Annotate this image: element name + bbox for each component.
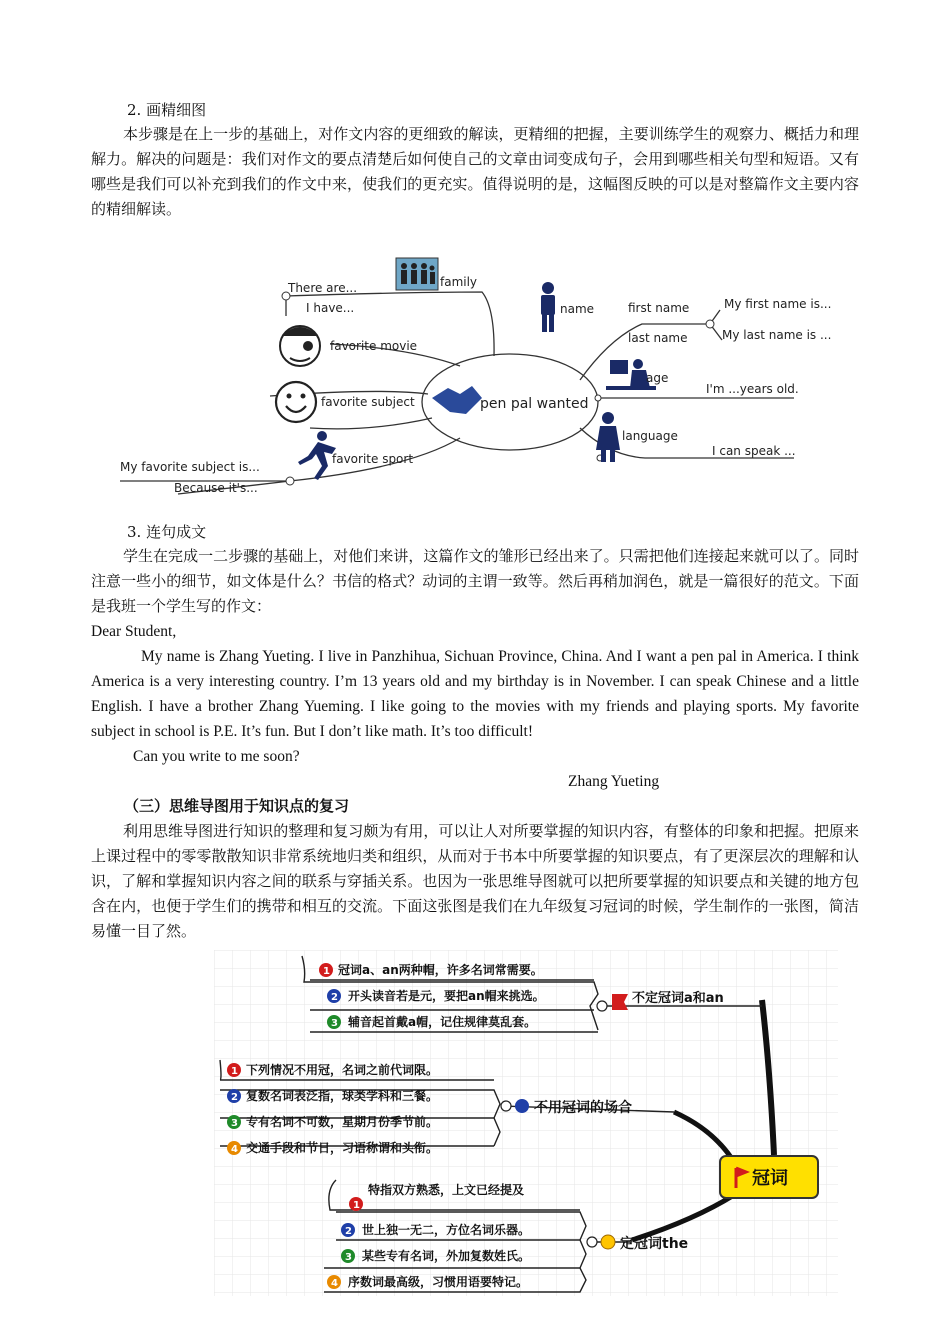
- definite-item-2: 世上独一无二，方位名词乐器。: [362, 1223, 531, 1237]
- indefinite-item-3: 辅音起首戴a帽，记住规律莫乱套。: [348, 1015, 537, 1029]
- article-mindmap: [214, 950, 838, 1296]
- svg-text:1: 1: [353, 1200, 360, 1211]
- svg-text:4: 4: [231, 1144, 238, 1155]
- my-first-name-label: My first name is...: [724, 297, 832, 311]
- first-name-label: first name: [628, 301, 690, 315]
- section-3-paragraph: 学生在完成一二步骤的基础上，对他们来讲，这篇作文的雏形已经出来了。只需把他们连接起来就可以了。同时注意一些小的细节，如文体是什么？书信的格式？动词的主谓一致等。然后再稍加润色，就是一篇很好的范文。下面是我班一个学生写的作文：: [91, 547, 859, 615]
- handshake-icon: [432, 386, 482, 414]
- letter-body: My name is Zhang Yueting. I live in Panzhihua, Sichuan Province, China. And I want a pen pal in America. I think America is a very interesting country. I’m 13 years old and my birthday is in November. I can speak Chinese and a little English. I have a brother Zhang Yueming. I like going to the movies with my friends and playing sports. My favorite subject in school is P.E. It’s fun. But I don’t like math. It’s too difficult!: [91, 648, 859, 740]
- no-article-item-4: 交通手段和节日，习语称谓和头衔。: [246, 1141, 439, 1155]
- smiley-icon: [601, 1235, 615, 1249]
- section-3-heading: 3. 连句成文: [127, 523, 207, 541]
- section-2-paragraph: 本步骤是在上一步的基础上，对作文内容的更细致的解读，更精细的把握，主要训练学生的观察力、概括力和理解力。解决的问题是：我们对作文的要点清楚后如何使自己的文章由词变成句子，会用到哪些相关句型和短语。又有哪些是我们可以补充到我们的作文中来，使我们的更充实。值得说明的是，这幅图反映的可以是对整篇作文主要内容的精细解读。: [91, 125, 859, 218]
- no-article-item-3: 专有名词不可数，星期月份季节前。: [246, 1115, 439, 1129]
- language-label: language: [622, 429, 678, 443]
- years-old-label: I'm ...years old.: [706, 382, 799, 396]
- definite-item-1: 特指双方熟悉，上文已经提及: [368, 1183, 525, 1197]
- svg-text:3: 3: [231, 1118, 238, 1129]
- definite-item-4: 序数词最高级，习惯用语要特记。: [348, 1275, 529, 1289]
- no-article-item-1: 下列情况不用冠，名词之前代词限。: [246, 1063, 439, 1077]
- svg-text:4: 4: [331, 1278, 338, 1289]
- runner-icon: [298, 431, 336, 480]
- svg-text:1: 1: [231, 1066, 238, 1077]
- there-are-label: There are...: [288, 281, 358, 295]
- indefinite-item-1: 冠词a、an两种帽，许多名词常需要。: [338, 963, 543, 977]
- i-can-speak-label: I can speak ...: [712, 444, 796, 458]
- svg-text:2: 2: [345, 1226, 352, 1237]
- definite-item-3: 某些专有名词，外加复数姓氏。: [362, 1249, 531, 1263]
- last-name-label: last name: [628, 331, 688, 345]
- indefinite-title: 不定冠词a和an: [632, 991, 724, 1006]
- center-node-label: 冠词: [752, 1168, 788, 1189]
- family-label: family: [440, 275, 478, 289]
- definite-title: 定冠词the: [620, 1236, 689, 1252]
- favorite-movie-label: favorite movie: [330, 339, 418, 353]
- favorite-sport-label: favorite sport: [332, 452, 414, 466]
- age-label: age: [646, 371, 669, 385]
- section-three-paragraph: 利用思维导图进行知识的整理和复习颇为有用，可以让人对所要掌握的知识内容，有整体的印象和把握。把原来上课过程中的零零散散知识非常系统地归类和组织，从而对于书本中所要掌握的知识要点，有了更深层次的理解和认识，了解和掌握知识内容之间的联系与穿插关系。也因为一张思维导图就可以把所要掌握的知识要点和关键的地方包含在内，也便于学生们的携带和相互的交流。下面这张图是我们在九年级复习冠词的时候，学生制作的一张图，简洁易懂一目了然。: [91, 822, 859, 940]
- svg-text:2: 2: [231, 1092, 238, 1103]
- woman-icon: [596, 412, 620, 462]
- sad-face-icon: [515, 1099, 529, 1113]
- favorite-subject-label: favorite subject: [321, 395, 415, 409]
- my-favorite-subject-label: My favorite subject is...: [120, 460, 260, 474]
- pirate-face-icon: [280, 326, 320, 366]
- svg-text:3: 3: [331, 1018, 338, 1029]
- letter-salutation: Dear Student,: [91, 623, 177, 640]
- section-2-heading: 2. 画精细图: [127, 101, 207, 119]
- svg-text:2: 2: [331, 992, 338, 1003]
- svg-text:1: 1: [323, 966, 330, 977]
- svg-text:3: 3: [345, 1252, 352, 1263]
- no-article-title: 不用冠词的场合: [534, 1100, 632, 1116]
- i-have-label: I have...: [306, 301, 355, 315]
- center-label: pen pal wanted: [480, 396, 589, 412]
- because-label: Because it's...: [174, 481, 258, 495]
- pen-pal-mindmap: [110, 248, 840, 498]
- person-icon: [541, 282, 555, 332]
- indefinite-item-2: 开头读音若是元，要把an帽来挑选。: [348, 989, 545, 1003]
- name-label: name: [560, 302, 595, 316]
- letter-signature: Zhang Yueting: [568, 773, 660, 790]
- no-article-item-2: 复数名词表泛指，球类学科和三餐。: [246, 1089, 439, 1103]
- my-last-name-label: My last name is ...: [722, 328, 832, 342]
- section-three-heading: （三）思维导图用于知识点的复习: [124, 797, 350, 815]
- smiley-icon: [276, 382, 316, 422]
- letter-closing: Can you write to me soon?: [133, 748, 300, 765]
